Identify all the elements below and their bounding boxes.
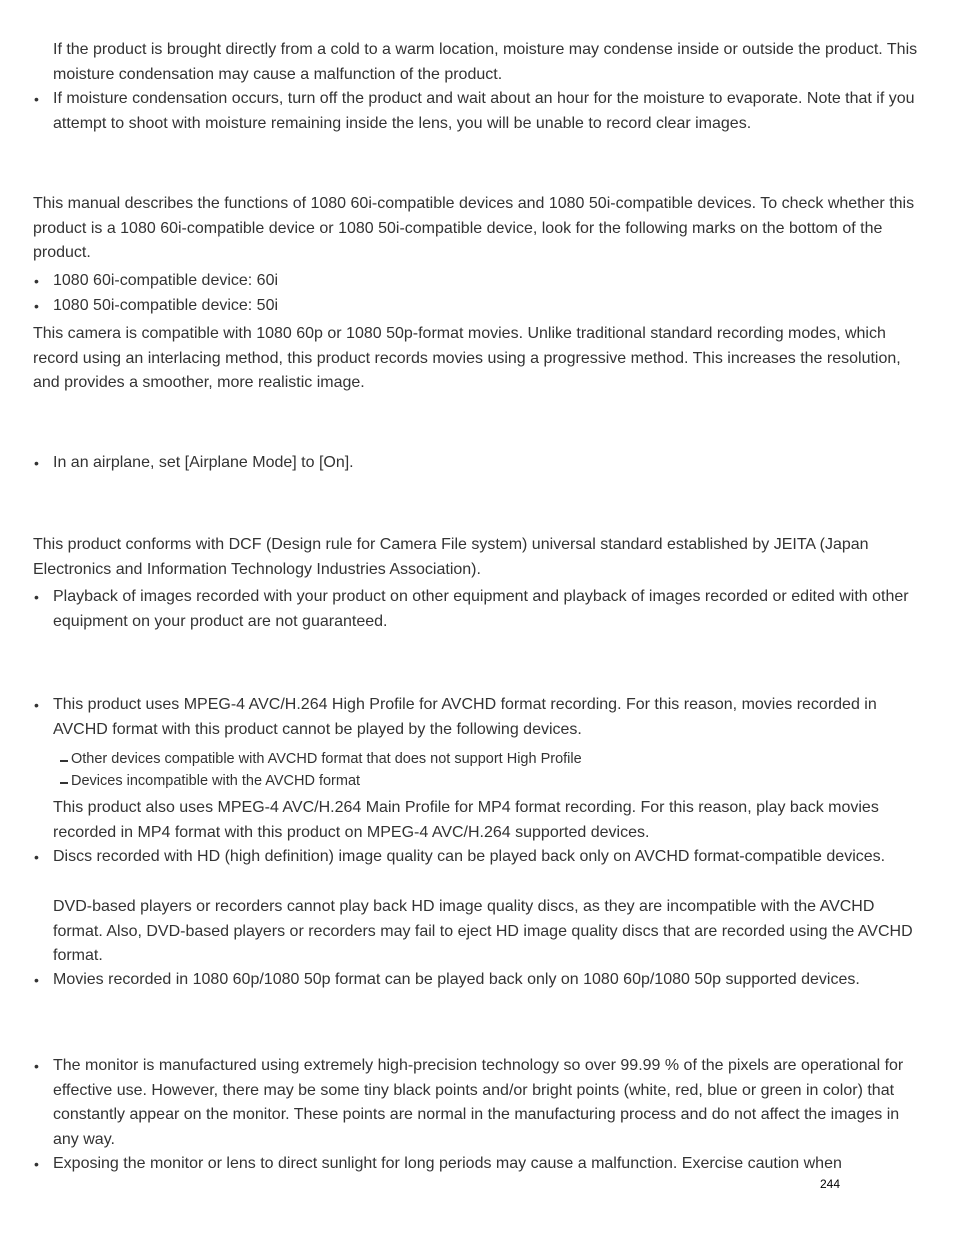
compat-paragraph: This manual describes the functions of 1080 60i-compatible devices and 1080 50i-compatible devices. To check whether this product is a 1080 60i-compatible device or 1080 50i-compatible device, look for the following marks on the bottom of the product. — [33, 195, 915, 262]
page-number: 244 — [820, 1177, 841, 1191]
moisture-paragraph: If the product is brought directly from a cold to a warm location, moisture may condense inside or outside the product. This moisture condensation may cause a malfunction of the product. — [53, 41, 918, 83]
dvd-paragraph: DVD-based players or recorders cannot play back HD image quality discs, as they are incompatible with the AVCHD format. Also, DVD-based players or recorders may fail to eject HD image quality discs that are recorded using the AVCHD format. — [53, 898, 913, 965]
airplane-bullet: • In an airplane, set [Airplane Mode] to [On]. — [53, 451, 923, 476]
dcf-paragraph: This product conforms with DCF (Design rule for Camera File system) universal standard established by JEITA (Japan Electronics and Information Technology Industries Association). — [33, 536, 869, 578]
dcf-bullet: • Playback of images recorded with your product on other equipment and playback of images recorded or edited with other equipment on your product are not guaranteed. — [53, 585, 923, 634]
sub-item-text: Devices incompatible with the AVCHD format — [71, 773, 361, 789]
dash-icon — [60, 760, 68, 762]
compat-bullet-60i: • 1080 60i-compatible device: 60i — [53, 269, 923, 294]
mp4-paragraph: This product also uses MPEG-4 AVC/H.264 Main Profile for MP4 format recording. For this reason, play back movies recorded in MP4 format with this product on MPEG-4 AVC/H.264 supported devices. — [53, 799, 879, 841]
sub-item-text: Other devices compatible with AVCHD format that does not support High Profile — [71, 751, 582, 767]
monitor-bullet: • The monitor is manufactured using extremely high-precision technology so over 99.99 % of the pixels are operational for effective use. However, there may be some tiny black points and/or bright points (white, red, blue or green in color) that constantly appear on the monitor. These points are normal in the manufacturing process and do not affect the images in any way. — [53, 1054, 923, 1152]
dash-icon — [60, 782, 68, 784]
avchd-bullet: • This product uses MPEG-4 AVC/H.264 High Profile for AVCHD format recording. For this reason, movies recorded in AVCHD format with this product cannot be played by the following devices. — [53, 693, 923, 742]
sunlight-bullet: • Exposing the monitor or lens to direct sunlight for long periods may cause a malfunction. Exercise caution when — [53, 1152, 923, 1177]
compat-bullet-50i: • 1080 50i-compatible device: 50i — [53, 294, 923, 319]
moisture-bullet: • If moisture condensation occurs, turn off the product and wait about an hour for the moisture to evaporate. Note that if you attempt to shoot with moisture remaining inside the lens, you will be unable to record clear images. — [53, 87, 923, 136]
hd-disc-bullet: • Discs recorded with HD (high definition) image quality can be played back only on AVCHD format-compatible devices. — [53, 845, 923, 870]
progressive-paragraph: This camera is compatible with 1080 60p or 1080 50p-format movies. Unlike traditional standard recording modes, which record using an interlacing method, this product records movies using a progressive method. This increases the resolution, and provides a smoother, more realistic image. — [33, 325, 901, 392]
1080p-bullet: • Movies recorded in 1080 60p/1080 50p format can be played back only on 1080 60p/1080 50p supported devices. — [53, 968, 923, 993]
